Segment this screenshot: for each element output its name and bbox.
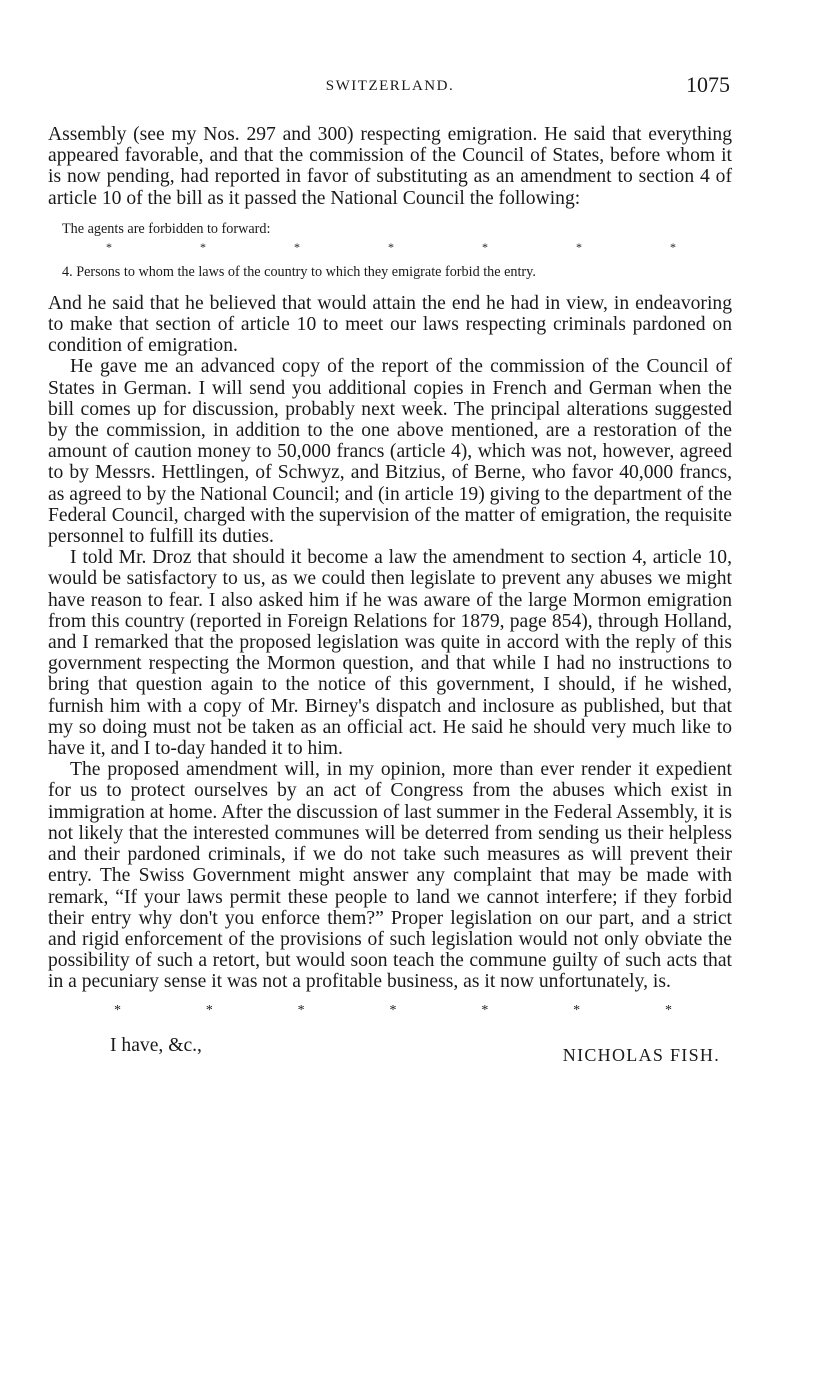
paragraph-end-in-view: And he said that he believed that would attain the end he had in view, in endeavoring to make that section of article 10 to meet our laws respecting criminals pardoned on condition of emigration. xyxy=(48,292,732,357)
ellipsis-star: * xyxy=(664,1002,672,1018)
ellipsis-star: * xyxy=(294,239,300,254)
ellipsis-stars xyxy=(62,238,732,258)
ellipsis-star: * xyxy=(114,1002,121,1018)
ellipsis-star: * xyxy=(389,1002,397,1018)
ellipsis-star: * xyxy=(388,239,394,254)
running-head: SWITZERLAND. xyxy=(325,78,455,94)
ellipsis-star: * xyxy=(297,1002,305,1018)
ellipsis-star: * xyxy=(573,1002,581,1018)
paragraph-droz: I told Mr. Droz that should it become a law the amendment to section 4, article 10, would be satisfactory to us, as we could then legislate to prevent any abuses we might have reason to fear. I also asked him if he was aware of the large Mormon emigration from this country (reported in Foreign Relations for 1879, page 854), through Holland, and I remarked that the proposed legislation was quite in accord with the reply of this government respecting the Mormon question, and that while I had no instructions to bring that question again to the notice of this government, I should, if he wished, furnish him with a copy of Mr. Birney's dispatch and inclosure as published, but that my so doing must not be taken as an official act. He said he should very much like to have it, and I to-day handed it to him. xyxy=(48,547,732,760)
ellipsis-star: * xyxy=(481,1002,489,1018)
signature: NICHOLAS FISH. xyxy=(562,1044,720,1065)
complimentary-close: I have, &c., xyxy=(110,1034,202,1056)
closing-ellipsis-stars xyxy=(48,993,732,1025)
ellipsis-star: * xyxy=(482,239,488,254)
ellipsis-star: * xyxy=(200,239,206,254)
ellipsis-star: * xyxy=(576,239,582,254)
ellipsis-star: * xyxy=(670,239,676,254)
quote-item: 4. Persons to whom the laws of the country to which they emigrate forbid the entry. xyxy=(62,263,536,280)
document-page xyxy=(48,68,732,1075)
paragraph-amendment-opinion: The proposed amendment will, in my opinion, more than ever render it expedient for us to protect ourselves by an act of Congress from the abuses which exist in immigration at home. After the discussion of last summer in the Federal Assembly, it is not likely that the interested communes will be deterred from sending us their helpless and their pardoned criminals, if we do not take such measures as will prevent their entry. The Swiss Government might answer any complaint that may be made with remark, “If your laws permit these people to land we cannot interfere; if they forbid their entry why don't you enforce them?” Proper legislation on our part, and a strict and rigid enforcement of the provisions of such legislation would not only obviate the possibility of such a retort, but would soon teach the commune guilty of such acts that in a pecuniary sense it was not a profitable business, as it now unfortunately, is. xyxy=(48,759,732,993)
page-header xyxy=(48,68,732,104)
quote-intro: The agents are forbidden to forward: xyxy=(62,220,271,237)
signoff xyxy=(48,1035,732,1075)
ellipsis-star: * xyxy=(205,1002,213,1018)
page-number: 1075 xyxy=(686,72,730,97)
paragraph-advanced-copy: He gave me an advanced copy of the report of the commission of the Council of States in German. I will send you additional copies in French and German when the bill comes up for discussion, probably next week. The principal alterations suggested by the commission, in addition to the one above mentioned, are a restoration of the amount of caution money to 50,000 francs (article 4), which was not, however, agreed to by Messrs. Hettlingen, of Schwyz, and Bitzius, of Berne, who favor 40,000 francs, as agreed to by the National Council; and (in article 19) giving to the department of the Federal Council, charged with the supervision of the matter of emigration, the requisite personnel to fulfill its duties. xyxy=(48,356,732,548)
quoted-amendment xyxy=(48,221,732,281)
ellipsis-star: * xyxy=(106,239,112,254)
paragraph-assembly: Assembly (see my Nos. 297 and 300) respecting emigration. He said that everything appeared favorable, and that the commission of the Council of States, before whom it is now pending, had reported in favor of substituting as an amendment to section 4 of article 10 of the bill as it passed the National Council the following: xyxy=(48,124,732,209)
